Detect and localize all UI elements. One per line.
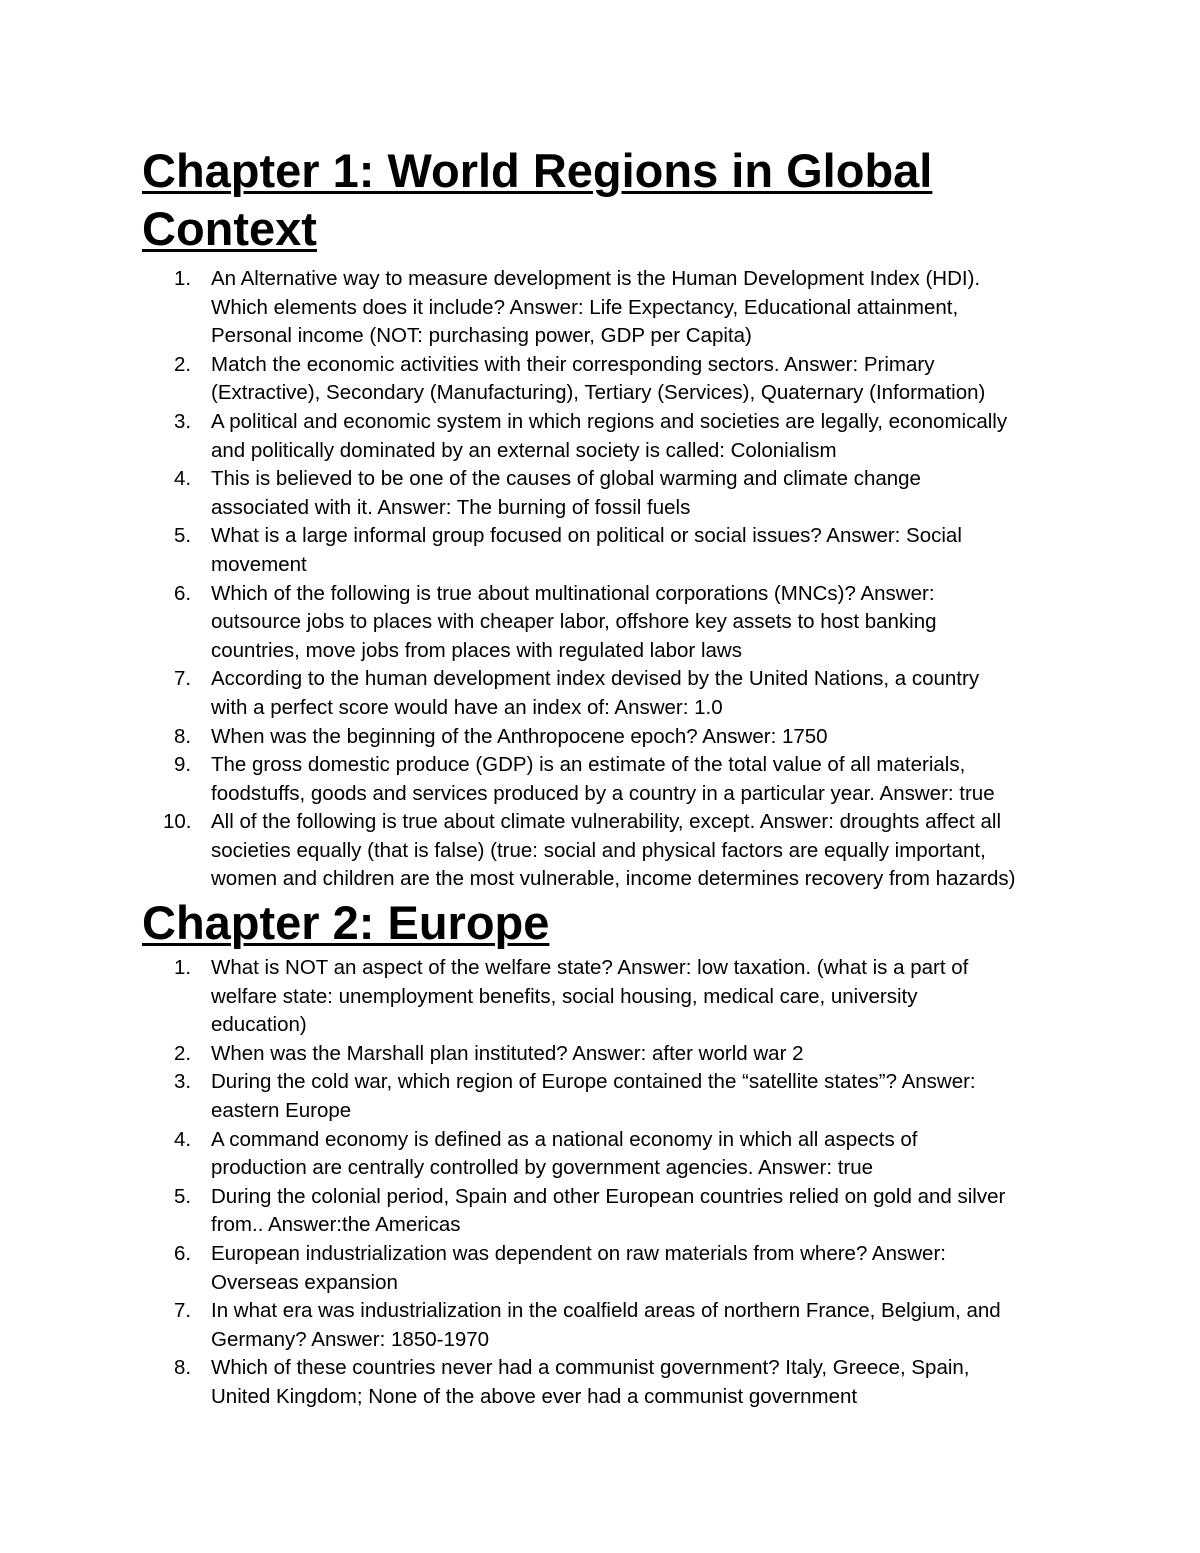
list-item-text-line: A political and economic system in which regions and societies are legally, economically xyxy=(211,409,1008,433)
list-item-number: 3. xyxy=(174,1070,192,1094)
list-item-text-line: When was the beginning of the Anthropocene epoch? Answer: 1750 xyxy=(211,724,828,748)
list-item-number: 6. xyxy=(174,581,192,605)
list-item-text-line: In what era was industrialization in the coalfield areas of northern France, Belgium, and xyxy=(211,1299,1001,1323)
list-item xyxy=(142,408,1072,465)
list-item-text-line: According to the human development index devised by the United Nations, a country xyxy=(211,667,980,691)
list-item-text-line: countries, move jobs from places with regulated labor laws xyxy=(211,638,742,662)
list-item xyxy=(142,1297,1072,1354)
list-item-number: 8. xyxy=(174,724,192,748)
list-item-text-line: The gross domestic produce (GDP) is an estimate of the total value of all materials, xyxy=(211,753,966,777)
list-item-text-line: European industrialization was dependent on raw materials from where? Answer: xyxy=(211,1241,946,1265)
list-item-text-line: associated with it. Answer: The burning of fossil fuels xyxy=(211,495,691,519)
list-item-text-line: outsource jobs to places with cheaper labor, offshore key assets to host banking xyxy=(211,610,937,634)
list-item xyxy=(142,808,1072,894)
list-item xyxy=(142,580,1072,666)
list-item-text-line: An Alternative way to measure development is the Human Development Index (HDI). xyxy=(211,267,981,290)
list-item-text-line: Which elements does it include? Answer: Life Expectancy, Educational attainment, xyxy=(211,295,959,319)
list-item xyxy=(142,954,1072,1040)
list-item-number: 4. xyxy=(174,467,192,491)
list-item xyxy=(142,751,1072,808)
list-item-text-line: Personal income (NOT: purchasing power, GDP per Capita) xyxy=(211,324,752,348)
chapter-1-title-line-1: Chapter 1: World Regions in Global xyxy=(142,144,933,197)
list-item-text-line: During the colonial period, Spain and other European countries relied on gold and silver xyxy=(211,1184,1006,1208)
list-item xyxy=(142,351,1072,408)
list-item-text-line: Overseas expansion xyxy=(211,1270,398,1294)
list-item-text-line: movement xyxy=(211,552,307,576)
list-item-text-line: Germany? Answer: 1850-1970 xyxy=(211,1327,490,1351)
list-item-number: 5. xyxy=(174,524,192,548)
list-item-number: 7. xyxy=(174,1299,192,1323)
list-item-text-line: All of the following is true about climate vulnerability, except. Answer: droughts affect all xyxy=(211,810,1002,834)
list-item-number: 2. xyxy=(174,352,192,376)
list-item-text-line: Which of the following is true about multinational corporations (MNCs)? Answer: xyxy=(211,581,935,605)
list-item-text-line: eastern Europe xyxy=(211,1098,352,1122)
list-item xyxy=(142,465,1072,522)
list-item-text-line: with a perfect score would have an index of: Answer: 1.0 xyxy=(211,695,723,719)
list-item-text-line: production are centrally controlled by government agencies. Answer: true xyxy=(211,1156,874,1180)
list-item-text-line: United Kingdom; None of the above ever had a communist government xyxy=(211,1384,858,1408)
list-item-text-line: welfare state: unemployment benefits, social housing, medical care, university xyxy=(211,984,918,1008)
list-item xyxy=(142,522,1072,579)
list-item xyxy=(142,1126,1072,1183)
list-item-text-line: women and children are the most vulnerable, income determines recovery from hazards) xyxy=(211,867,1016,891)
list-item-text-line: (Extractive), Secondary (Manufacturing), Tertiary (Services), Quaternary (Information) xyxy=(211,381,986,405)
list-item-number: 6. xyxy=(174,1241,192,1265)
list-item-number: 1. xyxy=(174,267,192,290)
list-item-number: 1. xyxy=(174,956,192,979)
list-item-text-line: Which of these countries never had a communist government? Italy, Greece, Spain, xyxy=(211,1356,970,1380)
chapter-1-title-line-2: Context xyxy=(142,202,317,255)
list-item-number: 5. xyxy=(174,1184,192,1208)
chapter-2-title-line-1: Chapter 2: Europe xyxy=(142,896,550,949)
list-item-number: 10. xyxy=(163,810,192,834)
list-item-text-line: This is believed to be one of the causes of global warming and climate change xyxy=(211,467,921,491)
list-item-text-line: from.. Answer:the Americas xyxy=(211,1213,461,1237)
list-item xyxy=(142,265,1072,351)
list-item xyxy=(142,1354,1072,1411)
chapter-1-title xyxy=(142,142,1072,258)
list-item-number: 4. xyxy=(174,1127,192,1151)
list-item-text-line: and politically dominated by an external society is called: Colonialism xyxy=(211,438,837,462)
list-item-number: 8. xyxy=(174,1356,192,1380)
list-item-text-line: A command economy is defined as a national economy in which all aspects of xyxy=(211,1127,918,1151)
list-item xyxy=(142,1240,1072,1297)
list-item-number: 9. xyxy=(174,753,192,777)
list-item-text-line: education) xyxy=(211,1013,307,1037)
chapter-2-title xyxy=(142,894,1072,952)
list-item-text-line: During the cold war, which region of Europe contained the “satellite states”? Answer: xyxy=(211,1070,976,1094)
list-item-number: 2. xyxy=(174,1041,192,1065)
list-item xyxy=(142,1183,1072,1240)
list-item-number: 7. xyxy=(174,667,192,691)
list-item-number: 3. xyxy=(174,409,192,433)
list-item-text-line: societies equally (that is false) (true: social and physical factors are equally important, xyxy=(211,838,986,862)
list-item xyxy=(142,1040,1072,1069)
list-item xyxy=(142,723,1072,752)
list-item-text-line: foodstuffs, goods and services produced by a country in a particular year. Answer: true xyxy=(211,781,995,805)
chapter-1-question-list xyxy=(142,265,1072,894)
list-item xyxy=(142,665,1072,722)
list-item-text-line: When was the Marshall plan instituted? Answer: after world war 2 xyxy=(211,1041,804,1065)
list-item xyxy=(142,1068,1072,1125)
list-item-text-line: What is a large informal group focused on political or social issues? Answer: Social xyxy=(211,524,962,548)
list-item-text-line: What is NOT an aspect of the welfare state? Answer: low taxation. (what is a part of xyxy=(211,956,969,979)
chapter-2-question-list xyxy=(142,954,1072,1412)
list-item-text-line: Match the economic activities with their corresponding sectors. Answer: Primary xyxy=(211,352,935,376)
